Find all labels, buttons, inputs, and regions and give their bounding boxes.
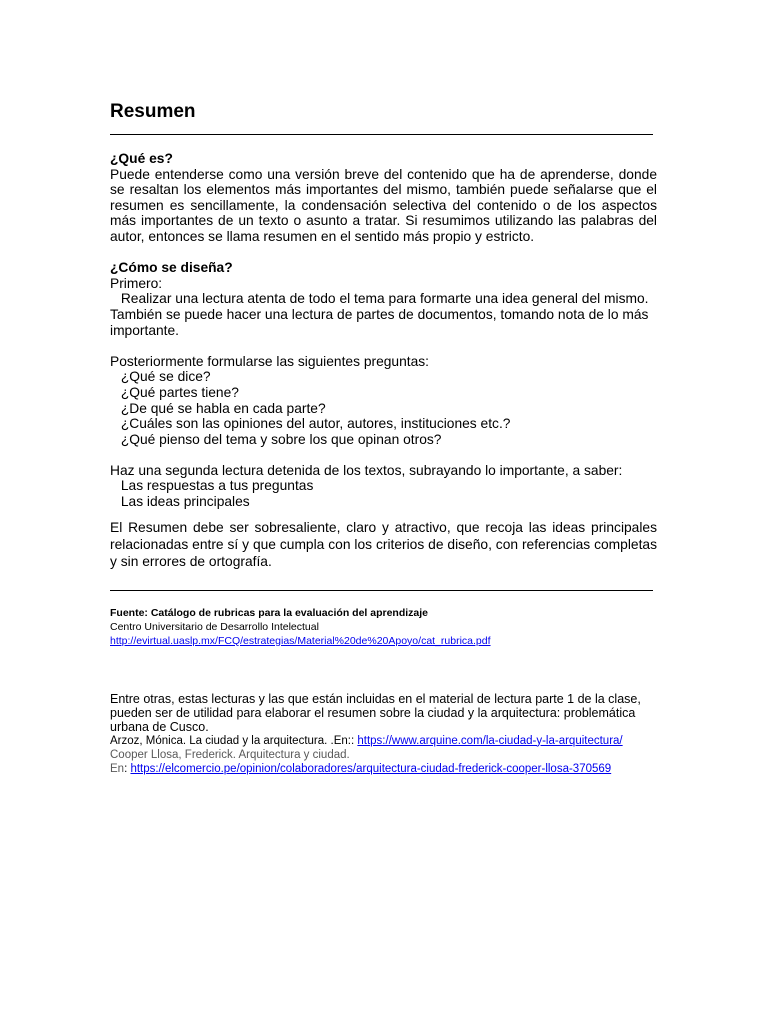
source-org: Centro Universitario de Desarrollo Intelectual [110, 620, 319, 633]
page-title: Resumen [110, 101, 196, 122]
reference-line [110, 734, 657, 748]
top-divider [110, 134, 653, 135]
source-link[interactable]: http://evirtual.uaslp.mx/FCQ/estrategias/Material%20de%20Apoyo/cat_rubrica.pdf [110, 634, 491, 647]
reference-colon: : [124, 762, 131, 775]
question-text: ¿De qué se habla en cada parte? [120, 400, 326, 416]
question-text: ¿Qué partes tiene? [120, 384, 239, 400]
closing-paragraph: El Resumen debe ser sobresaliente, claro y atractivo, que recoja las ideas principales relacionadas entre sí y que cumpla con los criterios de diseño, con referencias completas y sin errores de ortografía. [110, 519, 657, 569]
source-title: Fuente: Catálogo de rubricas para la evaluación del aprendizaje [110, 606, 429, 619]
post-intro: Posteriormente formularse las siguientes preguntas: [110, 353, 430, 369]
readings-block [110, 692, 657, 776]
como-heading: ¿Cómo se diseña? [110, 260, 233, 276]
list-item [110, 416, 657, 432]
question-text: ¿Qué pienso del tema y sobre los que opinan otros? [120, 431, 442, 447]
question-text: ¿Cuáles son las opiniones del autor, autores, instituciones etc.? [120, 416, 511, 432]
primero-label: Primero: [110, 275, 163, 291]
second-intro: Haz una segunda lectura detenida de los textos, subrayando lo importante, a saber: [110, 462, 623, 478]
second-item-text: Las respuestas a tus preguntas [120, 478, 314, 494]
elcomercio-link[interactable]: https://elcomercio.pe/opinion/colaboradores/arquitectura-ciudad-frederick-cooper-llosa-370569 [130, 762, 612, 775]
first-item-text: Realizar una lectura atenta de todo el tema para formarte una idea general del mismo. También se puede hacer una lectura de partes de documentos, tomando nota de lo más importante. [110, 291, 649, 338]
que-es-heading: ¿Qué es? [110, 151, 173, 166]
document-page [110, 100, 657, 776]
reference-text: Arzoz, Mónica. La ciudad y la arquitectura. .En:: [110, 734, 358, 747]
bottom-divider [110, 590, 653, 591]
list-item [110, 432, 657, 448]
readings-intro: Entre otras, estas lecturas y las que están incluidas en el material de lectura parte 1 de la clase, pueden ser de utilidad para elaborar el resumen sobre la ciudad y la arquitectura: problemática urbana de Cusco. [110, 691, 641, 734]
list-item [110, 291, 657, 338]
reference-prefix: En [110, 762, 125, 775]
list-item [110, 385, 657, 401]
reference-line: Cooper Llosa, Frederick. Arquitectura y ciudad. [110, 748, 350, 761]
second-item-text: Las ideas principales [120, 494, 250, 510]
que-es-paragraph: Puede entenderse como una versión breve del contenido que ha de aprenderse, donde se resaltan los elementos más importantes del mismo, también puede señalarse que el resumen es sencillamente, la condensación selectiva del contenido o de los aspectos más importantes de un texto o asunto a tratar. Si resumimos utilizando las palabras del autor, entonces se llama resumen en el sentido más propio y estricto. [110, 166, 657, 244]
arquine-link[interactable]: https://www.arquine.com/la-ciudad-y-la-arquitectura/ [357, 734, 623, 747]
list-item [110, 478, 657, 494]
list-item [110, 369, 657, 385]
source-block [110, 606, 657, 648]
list-item [110, 494, 657, 510]
reference-line [110, 762, 657, 776]
list-item [110, 401, 657, 417]
section-que-es [110, 151, 657, 510]
question-text: ¿Qué se dice? [120, 369, 211, 385]
